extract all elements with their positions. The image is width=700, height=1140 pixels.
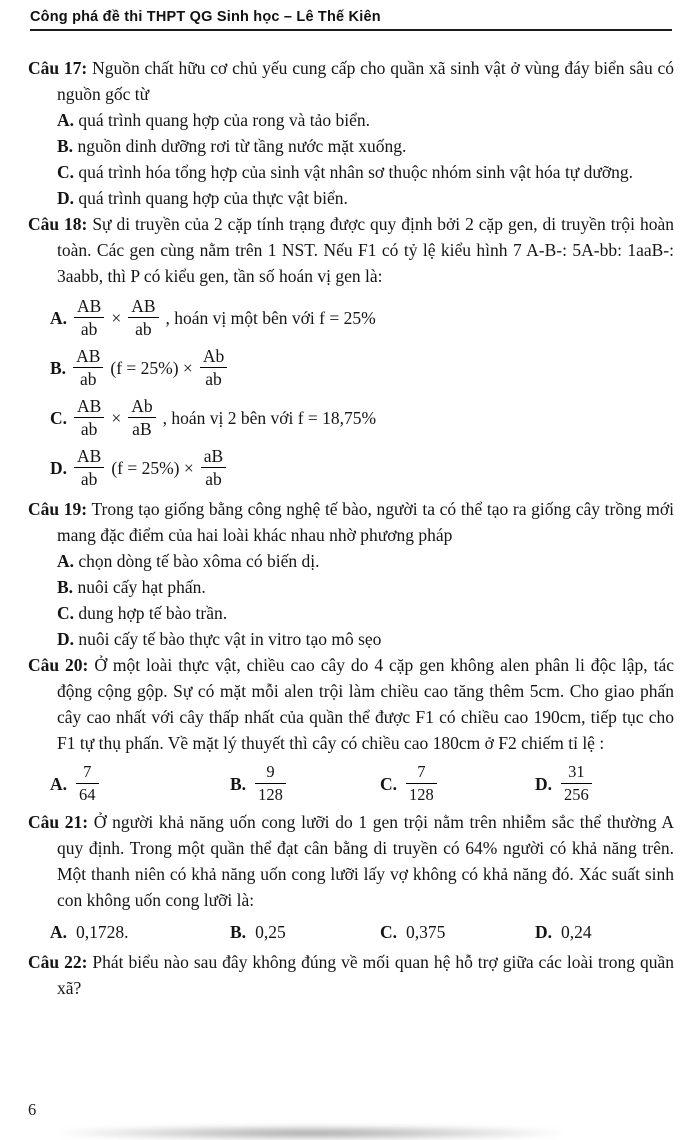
question-17 — [28, 55, 674, 211]
option-text: dung hợp tế bào trần. — [78, 603, 228, 623]
option-letter: C. — [380, 773, 398, 794]
fraction-numerator: 9 — [255, 762, 286, 784]
option-letter: B. — [50, 357, 67, 378]
option-text: nuôi cấy hạt phấn. — [77, 577, 206, 597]
option-letter: D. — [57, 188, 75, 208]
fraction-denominator: 64 — [79, 785, 96, 804]
fraction-numerator: AB — [128, 296, 158, 318]
question-18-option-b — [50, 346, 674, 389]
question-19-label: Câu 19: — [28, 499, 88, 519]
operator: (f = 25%) × — [111, 457, 194, 478]
question-17-stem-text: Nguồn chất hữu cơ chủ yếu cung cấp cho quần xã sinh vật ở vùng đáy biển sâu có nguồn gốc từ — [57, 58, 675, 104]
operator: × — [111, 407, 122, 428]
option-text: chọn dòng tế bào xôma có biến dị. — [78, 551, 320, 571]
option-letter: A. — [50, 773, 68, 794]
fraction-numerator: AB — [74, 396, 104, 418]
option-letter: B. — [230, 922, 247, 942]
question-21-option-b — [230, 919, 380, 945]
fraction — [128, 296, 158, 339]
fraction-denominator: aB — [132, 419, 152, 439]
fraction-denominator: ab — [135, 319, 152, 339]
question-21-option-d — [535, 919, 592, 945]
question-18-option-c — [50, 396, 674, 439]
fraction-denominator: ab — [205, 369, 222, 389]
option-letter: B. — [230, 773, 247, 794]
question-18-stem — [28, 211, 674, 289]
question-20-label: Câu 20: — [28, 655, 89, 675]
question-20 — [28, 652, 674, 805]
option-letter: A. — [50, 307, 68, 328]
fraction-denominator: ab — [80, 319, 98, 339]
option-text: 0,1728. — [76, 922, 129, 942]
question-19-option-d — [57, 626, 674, 652]
option-text: 0,375 — [406, 922, 446, 942]
page-content — [28, 55, 674, 1001]
fraction-denominator: 256 — [564, 785, 589, 804]
fraction — [76, 762, 99, 805]
option-text: quá trình quang hợp của rong và tảo biển. — [78, 110, 370, 130]
fraction-denominator: ab — [79, 369, 97, 389]
fraction — [74, 296, 104, 339]
fraction-denominator: ab — [80, 469, 98, 489]
fraction — [74, 396, 104, 439]
question-18-label: Câu 18: — [28, 214, 88, 234]
fraction — [73, 346, 103, 389]
fraction-numerator: aB — [201, 446, 226, 468]
question-20-options-row — [50, 762, 674, 805]
page-number: 6 — [28, 1100, 37, 1119]
question-21-option-c — [380, 919, 535, 945]
option-letter: D. — [535, 922, 553, 942]
question-17-option-d — [57, 185, 674, 211]
option-text: 0,25 — [255, 922, 286, 942]
option-text: nguồn dinh dưỡng rơi từ tầng nước mặt xuống. — [77, 136, 407, 156]
question-20-option-a — [50, 762, 230, 805]
question-19-option-b — [57, 574, 674, 600]
fraction-denominator: 128 — [258, 785, 283, 804]
question-20-option-d — [535, 762, 592, 805]
operator: (f = 25%) × — [110, 357, 193, 378]
question-21 — [28, 809, 674, 945]
option-letter: C. — [57, 603, 75, 623]
option-letter: B. — [57, 136, 74, 156]
fraction-numerator: AB — [73, 346, 103, 368]
fraction — [255, 762, 286, 805]
question-19-stem — [28, 496, 674, 548]
fraction-numerator: AB — [74, 446, 104, 468]
option-text: 0,24 — [561, 922, 592, 942]
question-17-label: Câu 17: — [28, 58, 88, 78]
question-18-stem-text: Sự di truyền của 2 cặp tính trạng được quy định bởi 2 cặp gen, di truyền trội hoàn toàn. Các gen cùng nằm trên 1 NST. Nếu F1 có tỷ lệ kiểu hình 7 A-B-: 5A-bb: 1aaB-: 3aabb, thì P có kiểu gen, tần số hoán vị gen là: — [57, 214, 674, 286]
question-18 — [28, 211, 674, 489]
question-22-stem — [28, 949, 674, 1001]
question-20-option-c — [380, 762, 535, 805]
question-21-label: Câu 21: — [28, 812, 89, 832]
question-19-option-c — [57, 600, 674, 626]
fraction — [128, 396, 155, 439]
question-19-option-a — [57, 548, 674, 574]
fraction-denominator: ab — [205, 469, 222, 489]
scan-shadow-artifact — [60, 1126, 560, 1140]
option-letter: C. — [50, 407, 68, 428]
question-21-option-a — [50, 919, 230, 945]
question-18-option-d — [50, 446, 674, 489]
option-tail-text: , hoán vị một bên với f = 25% — [165, 307, 376, 328]
question-17-option-a — [57, 107, 674, 133]
option-letter: B. — [57, 577, 74, 597]
question-21-stem — [28, 809, 674, 913]
option-letter: A. — [57, 110, 75, 130]
option-letter: C. — [380, 922, 398, 942]
question-22 — [28, 949, 674, 1001]
option-letter: D. — [535, 773, 553, 794]
question-17-option-c — [57, 159, 674, 185]
fraction — [406, 762, 437, 805]
option-letter: D. — [50, 457, 68, 478]
option-text: nuôi cấy tế bào thực vật in vitro tạo mô sẹo — [78, 629, 382, 649]
question-22-stem-text: Phát biểu nào sau đây không đúng về mối quan hệ hỗ trợ giữa các loài trong quần xã? — [57, 952, 674, 998]
question-19-stem-text: Trong tạo giống bằng công nghệ tế bào, người ta có thể tạo ra giống cây trồng mới mang đặc điểm của hai loài khác nhau nhờ phương pháp — [57, 499, 674, 545]
fraction — [200, 346, 227, 389]
option-letter: C. — [57, 162, 75, 182]
fraction-numerator: 31 — [561, 762, 592, 784]
operator: × — [111, 307, 122, 328]
fraction-numerator: Ab — [128, 396, 155, 418]
fraction-numerator: 7 — [406, 762, 437, 784]
question-20-stem-text: Ở một loài thực vật, chiều cao cây do 4 cặp gen không alen phân li độc lập, tác động cộng gộp. Sự có mặt mỗi alen trội làm chiều cao tăng thêm 5cm. Cho giao phấn cây cao nhất với cây thấp nhất của quần thể được F1 có chiều cao 190cm, tiếp tục cho F1 tự thụ phấn. Về mặt lý thuyết thì cây có chiều cao 180cm ở F2 chiếm tỉ lệ : — [57, 655, 675, 753]
page-header — [30, 9, 672, 31]
question-20-stem — [28, 652, 674, 756]
question-21-stem-text: Ở người khả năng uốn cong lưỡi do 1 gen trội nằm trên nhiễm sắc thể thường A quy định. Trong một quần thể đạt cân bằng di truyền có 64% người có khả năng trên. Một thanh niên có khả năng uốn cong lưỡi lấy vợ không có khả năng đó. Xác suất sinh con không uốn cong lưỡi là: — [57, 812, 675, 910]
option-text: quá trình quang hợp của thực vật biển. — [78, 188, 348, 208]
option-letter: A. — [57, 551, 75, 571]
fraction-numerator: AB — [74, 296, 104, 318]
option-letter: A. — [50, 922, 68, 942]
question-20-option-b — [230, 762, 380, 805]
fraction-denominator: 128 — [409, 785, 434, 804]
fraction-numerator: Ab — [200, 346, 227, 368]
option-tail-text: , hoán vị 2 bên với f = 18,75% — [162, 407, 377, 428]
question-19 — [28, 496, 674, 652]
question-17-option-b — [57, 133, 674, 159]
book-title: Công phá đề thi THPT QG Sinh học – Lê Thế Kiên — [30, 9, 381, 25]
fraction — [201, 446, 226, 489]
fraction — [561, 762, 592, 805]
fraction — [74, 446, 104, 489]
question-21-options-row — [50, 919, 674, 945]
fraction-denominator: ab — [80, 419, 98, 439]
fraction-numerator: 7 — [76, 762, 99, 784]
question-22-label: Câu 22: — [28, 952, 88, 972]
option-text: quá trình hóa tổng hợp của sinh vật nhân sơ thuộc nhóm sinh vật hóa tự dưỡng. — [78, 162, 634, 182]
question-18-option-a — [50, 296, 674, 339]
option-letter: D. — [57, 629, 75, 649]
question-17-stem — [28, 55, 674, 107]
